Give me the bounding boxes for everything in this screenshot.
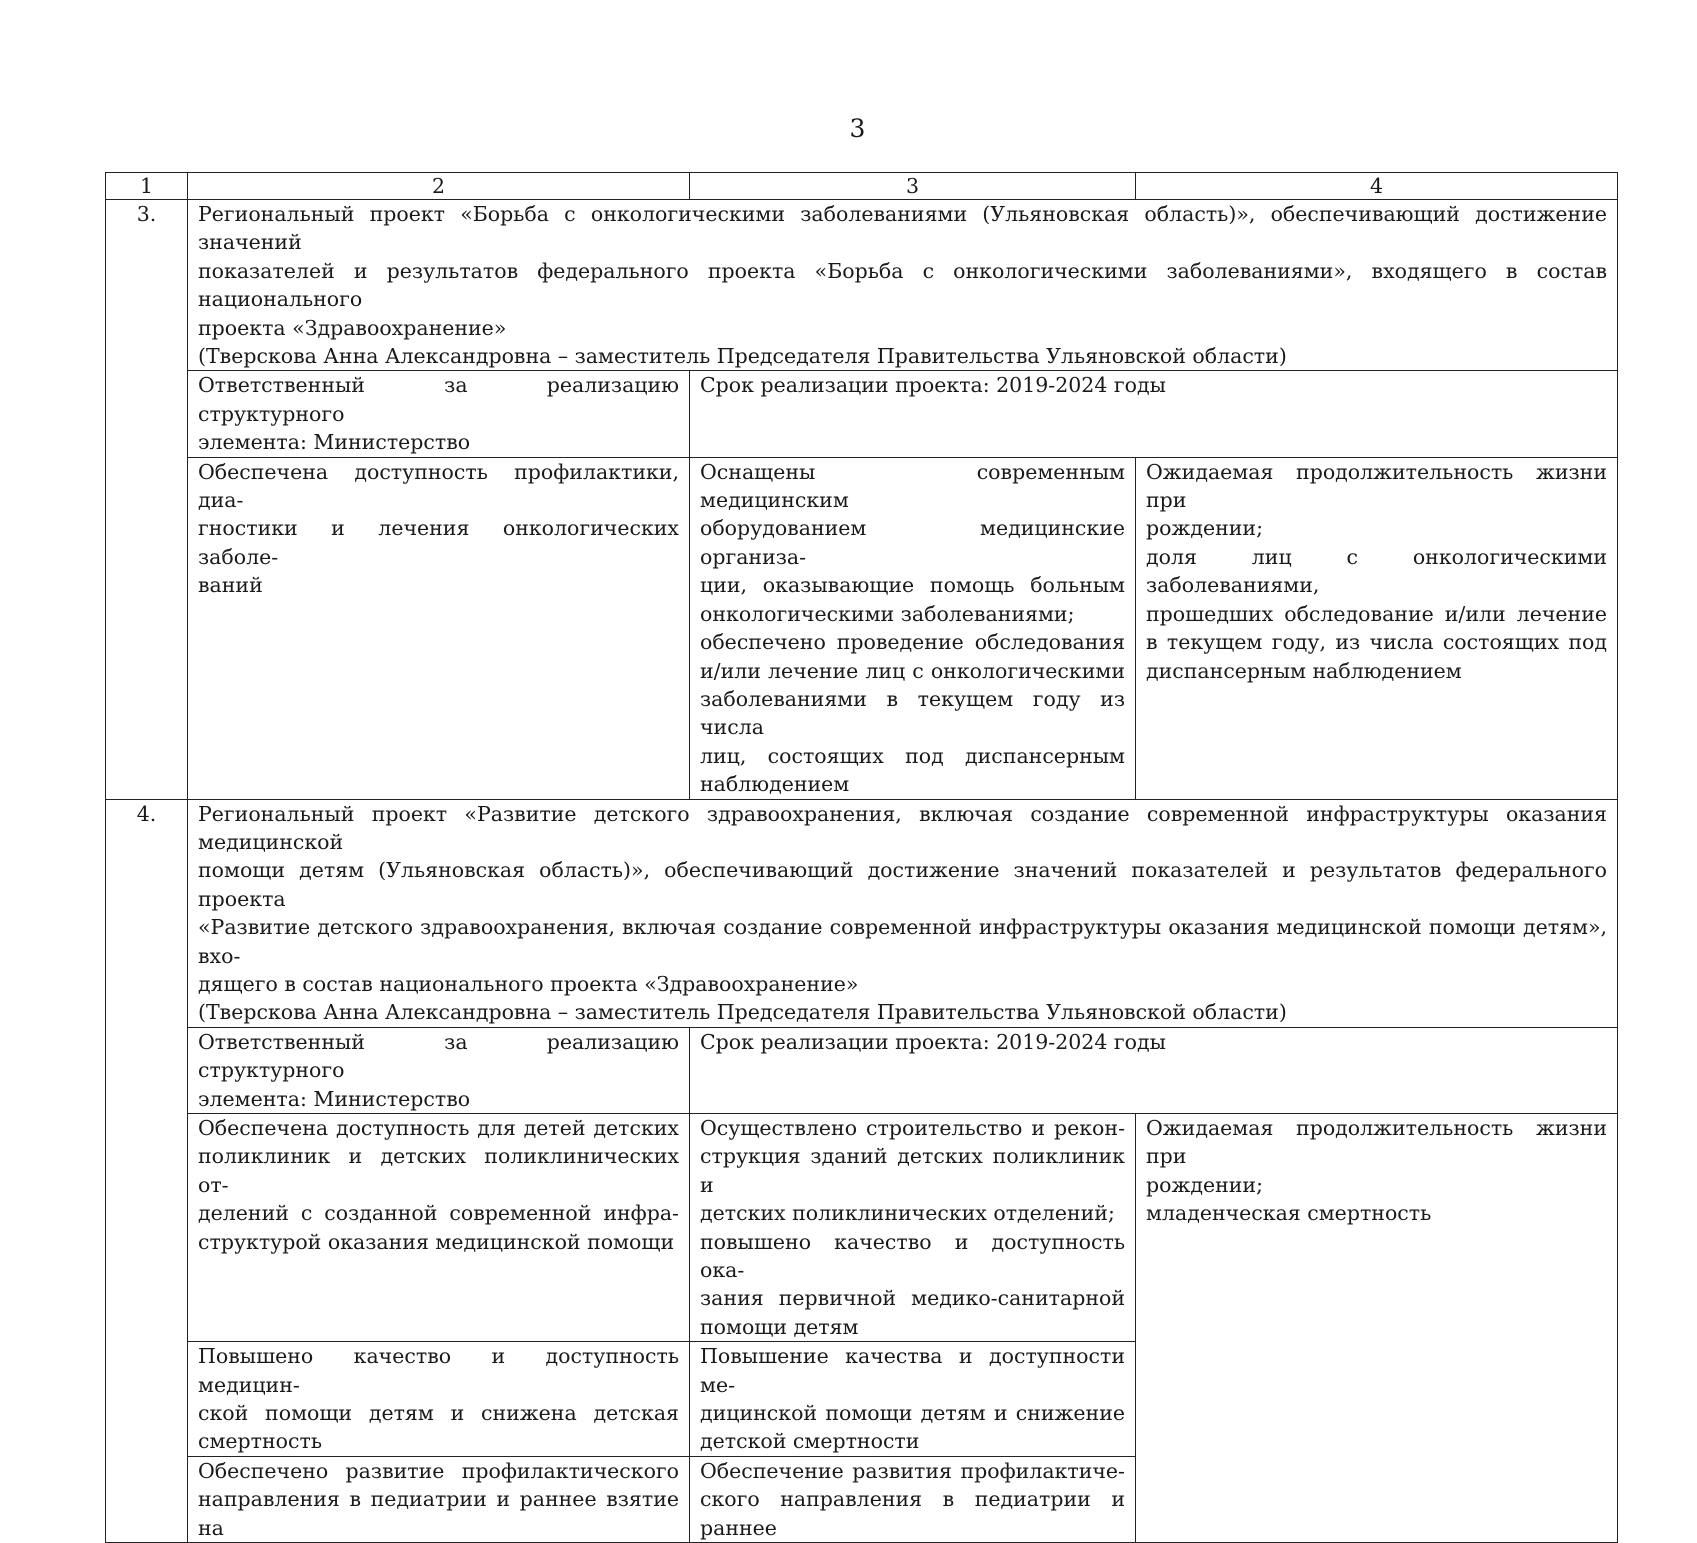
indicator-line: доля лиц с онкологическими заболеваниями, <box>1146 544 1607 598</box>
task-line: Осуществлено строительство и рекон- <box>700 1116 1125 1140</box>
responsible-line: элемента: Министерство <box>198 1086 471 1111</box>
header-cell: 1 <box>106 173 188 200</box>
section-title-line: (Тверскова Анна Александровна – заместитель Председателя Правительства Ульяновской области) <box>198 344 1287 369</box>
section-title-line: Региональный проект «Развитие детского здравоохранения, включая создание современной инфраструктуры оказания медицинской <box>198 801 1607 854</box>
task-line: зания первичной медико-санитарной <box>700 1286 1125 1311</box>
project-term: Срок реализации проекта: 2019-2024 годы <box>690 1027 1618 1113</box>
task-line: помощи детям <box>700 1314 859 1339</box>
result-line: ской помощи детям и снижена детская <box>198 1401 679 1426</box>
task-line: Оснащены современным медицинским <box>700 459 1125 513</box>
task-line: ского направления в педиатрии и раннее <box>700 1487 1125 1540</box>
page-number: 3 <box>849 114 866 143</box>
section-title-line: помощи детям (Ульяновская область)», обеспечивающий достижение значений показателей и результатов федерального проекта <box>198 858 1607 911</box>
section-title-line: Региональный проект «Борьба с онкологическими заболеваниями (Ульяновская область)», обеспечивающий достижение значений <box>198 202 1607 255</box>
section-4-result-row <box>106 1114 1618 1342</box>
header-cell: 3 <box>690 173 1136 200</box>
section-title <box>188 200 1618 371</box>
result-line: структурой оказания медицинской помощи <box>198 1229 675 1254</box>
task-line: детских поликлинических отделений; <box>700 1201 1115 1226</box>
section-3-title-row <box>106 200 1618 371</box>
header-cell: 2 <box>188 173 690 200</box>
task-line: наблюдением <box>700 772 850 797</box>
section-title-line: дящего в состав национального проекта «Здравоохранение» <box>198 971 859 996</box>
task-line: онкологическими заболеваниями; <box>700 601 1075 626</box>
indicator-line: рождении; <box>1146 516 1263 541</box>
task-line: дицинской помощи детям и снижение <box>700 1401 1125 1426</box>
task-line: струкция зданий детских поликлиник и <box>700 1144 1125 1197</box>
task-line: оборудованием медицинские организа- <box>700 516 1125 569</box>
task-line: ции, оказывающие помощь больным <box>700 573 1125 598</box>
responsible-cell <box>188 1027 690 1113</box>
result-line: Обеспечено развитие профилактического <box>198 1458 679 1483</box>
section-number: 4. <box>106 799 188 1543</box>
task-cell <box>690 457 1136 799</box>
section-title-line: (Тверскова Анна Александровна – заместитель Председателя Правительства Ульяновской области) <box>198 1000 1287 1025</box>
result-line: ваний <box>198 573 263 598</box>
responsible-line: элемента: Министерство <box>198 430 471 455</box>
indicator-line: в текущем году, из числа состоящих под <box>1146 630 1607 655</box>
task-line: и/или лечение лиц с онкологическими <box>700 658 1125 683</box>
section-title-line: проекта «Здравоохранение» <box>198 315 507 340</box>
result-line: Обеспечена доступность для детей детских <box>198 1116 679 1140</box>
indicator-line: рождении; <box>1146 1172 1263 1197</box>
section-3-result-row <box>106 457 1618 799</box>
section-title-line: показателей и результатов федерального проекта «Борьба с онкологическими заболеваниями», входящего в состав национального <box>198 258 1607 312</box>
result-line: смертность <box>198 1429 323 1454</box>
indicator-line: Ожидаемая продолжительность жизни при <box>1146 1116 1607 1169</box>
indicator-line: диспансерным наблюдением <box>1146 658 1462 683</box>
result-cell <box>188 457 690 799</box>
result-line: направления в педиатрии и раннее взятие на <box>198 1487 679 1540</box>
result-line: гностики и лечения онкологических заболе- <box>198 516 679 569</box>
section-number: 3. <box>106 200 188 800</box>
section-4-title-row <box>106 799 1618 1027</box>
result-cell <box>188 1456 690 1542</box>
task-line: детской смертности <box>700 1429 920 1454</box>
indicator-line: прошедших обследование и/или лечение <box>1146 601 1607 626</box>
task-cell <box>690 1456 1136 1542</box>
task-line: Обеспечение развития профилактиче- <box>700 1458 1125 1483</box>
section-4-meta-row <box>106 1027 1618 1113</box>
result-line: поликлиник и детских поликлинических от- <box>198 1144 679 1197</box>
task-line: заболеваниями в текущем году из числа <box>700 686 1125 740</box>
section-3-meta-row <box>106 371 1618 457</box>
result-line: Обеспечена доступность профилактики, диа- <box>198 459 679 513</box>
indicator-cell <box>1136 457 1618 799</box>
result-cell <box>188 1342 690 1457</box>
indicator-line: младенческая смертность <box>1146 1201 1432 1226</box>
responsible-cell <box>188 371 690 457</box>
task-line: лиц, состоящих под диспансерным <box>700 743 1125 768</box>
table-header-row <box>106 173 1618 200</box>
task-line: Повышение качества и доступности ме- <box>700 1344 1125 1397</box>
task-line: обеспечено проведение обследования <box>700 630 1125 655</box>
indicator-cell <box>1136 1114 1618 1543</box>
header-cell: 4 <box>1136 173 1618 200</box>
task-cell <box>690 1114 1136 1342</box>
task-cell <box>690 1342 1136 1457</box>
section-title <box>188 799 1618 1027</box>
section-title-line: «Развитие детского здравоохранения, включая создание современной инфраструктуры оказания медицинской помощи детям», вхо- <box>198 915 1607 968</box>
indicator-line: Ожидаемая продолжительность жизни при <box>1146 459 1607 513</box>
result-line: делений с созданной современной инфра- <box>198 1201 679 1226</box>
measures-table <box>105 172 1618 1543</box>
result-cell <box>188 1114 690 1342</box>
project-term: Срок реализации проекта: 2019-2024 годы <box>690 371 1618 457</box>
responsible-line: Ответственный за реализацию структурного <box>198 1029 679 1083</box>
task-line: повышено качество и доступность ока- <box>700 1229 1125 1283</box>
responsible-line: Ответственный за реализацию структурного <box>198 373 679 426</box>
result-line: Повышено качество и доступность медицин- <box>198 1344 679 1397</box>
